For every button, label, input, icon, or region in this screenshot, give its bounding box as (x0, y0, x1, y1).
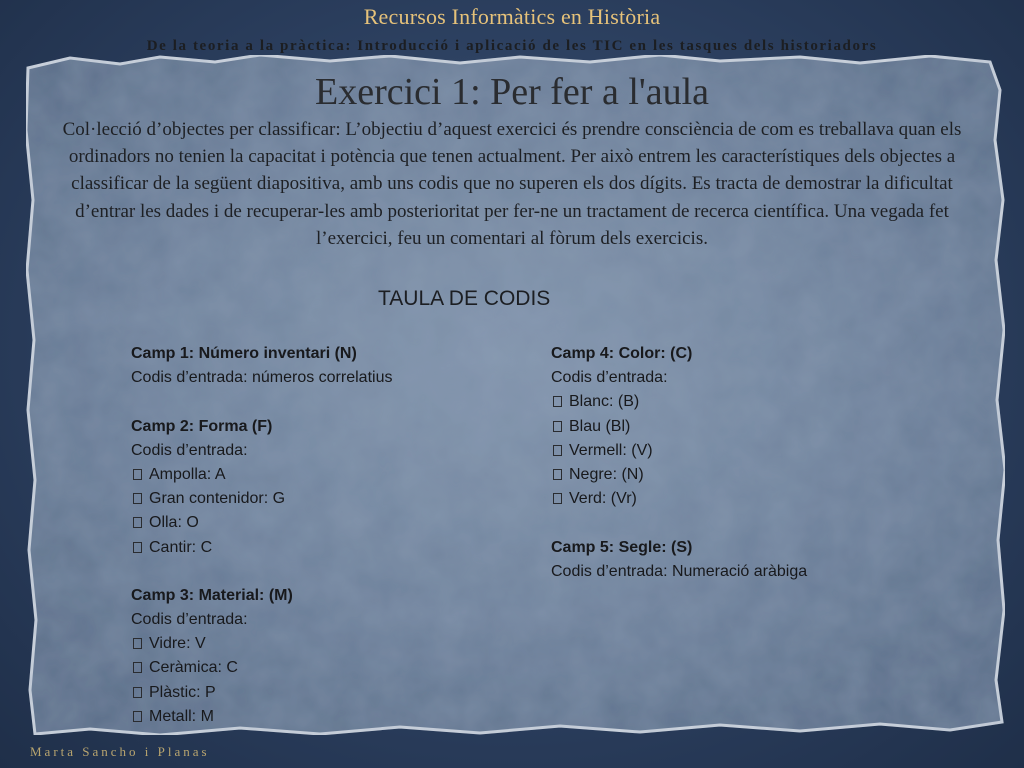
footer-author: Marta Sancho i Planas (30, 744, 210, 759)
field-codes: Codis d’entrada: Numeració aràbiga (551, 562, 808, 580)
list-item: Olla: O (131, 511, 511, 535)
square-bullet-icon (553, 493, 562, 504)
intro-paragraph: Col·lecció d’objectes per classificar: L’objectiu d’aquest exercici és prendre consciència de com es treballava quan els ordinadors no tenien la capacitat i potència que tenen actualment. Per això entrem les característiques dels objectes a classificar de la següent diapositiva, amb uns codis que no superen els dos dígits. Es tracta de demostrar la dificultat d’entrar les dades i de recuperar-les amb posterioritat per fer-ne un tractament de recerca científica. Una vegada fet l’exercici, feu un comentari al fòrum dels exercicis. (62, 119, 962, 249)
list-item: Gran contenidor: G (131, 487, 511, 511)
square-bullet-icon (133, 711, 142, 722)
field-title: Camp 3: Material: (M) (131, 586, 293, 604)
field-title: Camp 4: Color: (C) (551, 345, 693, 362)
list-item: Blanc: (B) (551, 390, 931, 414)
list-item: Plàstic: P (131, 681, 511, 705)
fields-right-column (551, 342, 931, 584)
field-codes: Codis d’entrada: números correlatius (131, 369, 393, 387)
square-bullet-icon (133, 469, 142, 480)
list-item: Metall: M (131, 705, 511, 729)
field-title: Camp 2: Forma (F) (131, 417, 273, 435)
square-bullet-icon (553, 469, 562, 480)
field-title: Camp 1: Número inventari (N) (131, 345, 357, 362)
list-item: Blau (Bl) (551, 415, 931, 439)
field-title: Camp 5: Segle: (S) (551, 538, 693, 556)
list-item: Negre: (N) (551, 463, 931, 487)
square-bullet-icon (553, 421, 562, 432)
list-item: Vermell: (V) (551, 439, 931, 463)
square-bullet-icon (553, 445, 562, 456)
list-item: Vidre: V (131, 632, 511, 656)
list-item: Ampolla: A (131, 463, 511, 487)
slide-title: Exercici 1: Per fer a l'aula (314, 71, 710, 113)
square-bullet-icon (133, 662, 142, 673)
list-item: Cantir: C (131, 536, 511, 560)
header-subtitle: De la teoria a la pràctica: Introducció i aplicació de les TIC en les tasques dels historiadors (146, 38, 878, 54)
field-codes: Codis d’entrada: (551, 369, 668, 387)
field-codes: Codis d’entrada: (131, 611, 248, 629)
square-bullet-icon (133, 517, 142, 528)
table-title: TAULA DE CODIS (378, 287, 551, 310)
header-title: Recursos Informàtics en Història (363, 4, 661, 29)
square-bullet-icon (133, 638, 142, 649)
square-bullet-icon (553, 396, 562, 407)
fields-left-column (131, 342, 511, 729)
square-bullet-icon (133, 493, 142, 504)
field-codes: Codis d’entrada: (131, 441, 248, 459)
list-item: Verd: (Vr) (551, 487, 931, 511)
square-bullet-icon (133, 687, 142, 698)
square-bullet-icon (133, 542, 142, 553)
list-item: Ceràmica: C (131, 656, 511, 680)
